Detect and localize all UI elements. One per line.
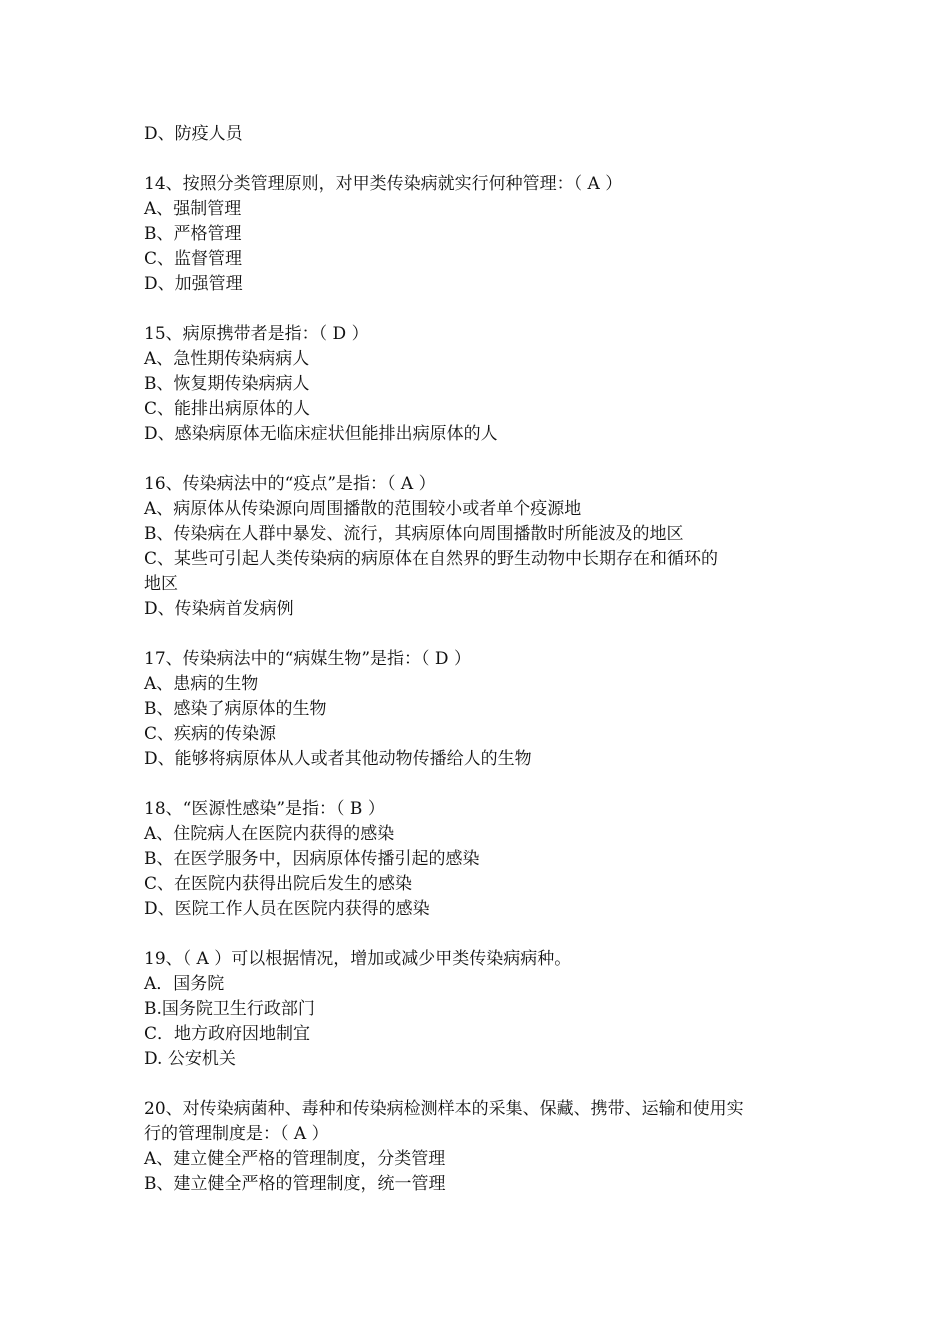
- question-stem: 16、传染病法中的“疫点”是指：（ A ）: [144, 474, 436, 494]
- option-line: D、能够将病原体从人或者其他动物传播给人的生物: [144, 749, 532, 769]
- option-line: A、急性期传染病病人: [144, 349, 310, 369]
- option-line: D、医院工作人员在医院内获得的感染: [144, 899, 430, 919]
- option-line: B、在医学服务中，因病原体传播引起的感染: [144, 849, 480, 869]
- question-stem: 17、传染病法中的“病媒生物”是指：（ D ）: [144, 649, 471, 669]
- spacer: [144, 297, 824, 322]
- question-14: [144, 172, 824, 297]
- spacer: [144, 147, 824, 172]
- option-line: B、传染病在人群中暴发、流行，其病原体向周围播散时所能波及的地区: [144, 524, 684, 544]
- option-line: A、患病的生物: [144, 674, 259, 694]
- question-19: [144, 947, 824, 1072]
- question-stem-continued: 行的管理制度是：（ A ）: [144, 1124, 329, 1144]
- option-line: A、建立健全严格的管理制度，分类管理: [144, 1149, 446, 1169]
- option-line: A、住院病人在医院内获得的感染: [144, 824, 395, 844]
- option-line: C、能排出病原体的人: [144, 399, 311, 419]
- question-15: [144, 322, 824, 447]
- question-20: [144, 1097, 824, 1197]
- question-stem: 20、对传染病菌种、毒种和传染病检测样本的采集、保藏、携带、运输和使用实: [144, 1099, 744, 1119]
- option-line: D、防疫人员: [144, 124, 243, 144]
- option-line: B.国务院卫生行政部门: [144, 999, 315, 1019]
- option-line: C、某些可引起人类传染病的病原体在自然界的野生动物中长期存在和循环的: [144, 549, 719, 569]
- question-stem: 18、“医源性感染”是指：（ B ）: [144, 799, 385, 819]
- question-16: [144, 472, 824, 622]
- spacer: [144, 1072, 824, 1097]
- question-17: [144, 647, 824, 772]
- option-line: C、疾病的传染源: [144, 724, 277, 744]
- option-line: B、建立健全严格的管理制度，统一管理: [144, 1174, 446, 1194]
- spacer: [144, 922, 824, 947]
- option-line: C、监督管理: [144, 249, 243, 269]
- spacer: [144, 447, 824, 472]
- option-line: B、感染了病原体的生物: [144, 699, 327, 719]
- option-line: B、恢复期传染病病人: [144, 374, 310, 394]
- option-line: A．国务院: [144, 974, 225, 994]
- option-line: D. 公安机关: [144, 1049, 236, 1069]
- question-stem: 15、病原携带者是指：（ D ）: [144, 324, 369, 344]
- question-list: [144, 122, 824, 1197]
- option-line: A、强制管理: [144, 199, 242, 219]
- option-line: D、加强管理: [144, 274, 243, 294]
- option-line: D、传染病首发病例: [144, 599, 294, 619]
- question-18: [144, 797, 824, 922]
- spacer: [144, 622, 824, 647]
- option-line: C、在医院内获得出院后发生的感染: [144, 874, 413, 894]
- option-line-continued: 地区: [144, 574, 178, 594]
- option-line: B、严格管理: [144, 224, 242, 244]
- option-line: D、感染病原体无临床症状但能排出病原体的人: [144, 424, 498, 444]
- option-line: C．地方政府因地制宜: [144, 1024, 311, 1044]
- spacer: [144, 772, 824, 797]
- question-stem: 19、（ A ）可以根据情况，增加或减少甲类传染病病种。: [144, 949, 572, 969]
- question-stem: 14、按照分类管理原则，对甲类传染病就实行何种管理：（ A ）: [144, 174, 623, 194]
- option-line: A、病原体从传染源向周围播散的范围较小或者单个疫源地: [144, 499, 582, 519]
